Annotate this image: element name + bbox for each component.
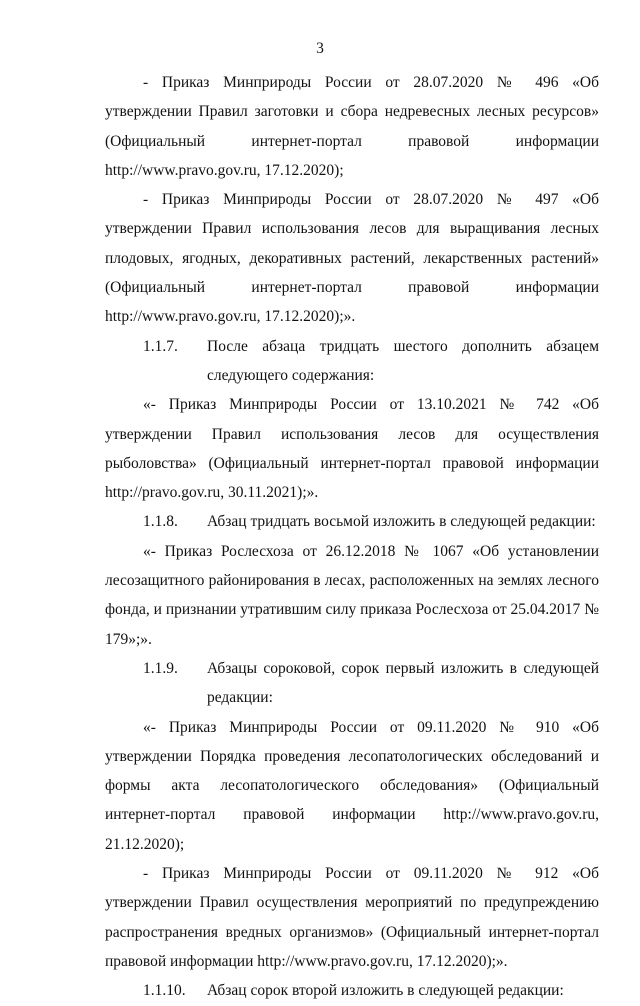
paragraph-order-910: «- Приказ Минприроды России от 09.11.2020 № 910 «Об утверждении Порядка проведения лесопатологических обследований и формы акта лесопатологического обследования» (Официальный интернет-портал правовой информации http://www.pravo.gov.ru, 21.12.2020); xyxy=(105,718,599,853)
clause-1-1-7 xyxy=(105,332,599,391)
clause-number: 1.1.9. xyxy=(143,659,178,677)
paragraph-order-912: - Приказ Минприроды России от 09.11.2020 № 912 «Об утверждении Правил осуществления мероприятий по предупреждению распространения вредных организмов» (Официальный интернет-портал правовой информации http://www.pravo.gov.ru, 17.12.2020);». xyxy=(105,865,599,970)
clause-text: После абзаца тридцать шестого дополнить абзацем следующего содержания: xyxy=(207,337,599,384)
clause-1-1-9 xyxy=(105,654,599,713)
clause-text: Абзац сорок второй изложить в следующей редакции: xyxy=(207,982,564,1000)
clause-number: 1.1.7. xyxy=(143,337,178,355)
clause-1-1-8 xyxy=(105,507,599,536)
clause-1-1-10 xyxy=(105,976,599,1005)
clause-text: Абзац тридцать восьмой изложить в следующей редакции: xyxy=(207,513,596,531)
paragraph-order-497: - Приказ Минприроды России от 28.07.2020 № 497 «Об утверждении Правил использования лесов для выращивания лесных плодовых, ягодных, декоративных растений, лекарственных растений» (Официальный интернет-портал правовой информации http://www.pravo.gov.ru, 17.12.2020);». xyxy=(105,191,599,326)
page-number: 3 xyxy=(316,40,324,57)
paragraph-order-496: - Приказ Минприроды России от 28.07.2020 № 496 «Об утверждении Правил заготовки и сбора недревесных лесных ресурсов» (Официальный интернет-портал правовой информации http://www.pravo.gov.ru, 17.12.2020); xyxy=(105,74,599,179)
clause-number: 1.1.8. xyxy=(143,513,178,531)
clause-number: 1.1.10. xyxy=(143,982,186,1000)
clause-text: Абзацы сороковой, сорок первый изложить в следующей редакции: xyxy=(207,659,599,707)
paragraph-order-742: «- Приказ Минприроды России от 13.10.2021 № 742 «Об утверждении Правил использования лесов для осуществления рыболовства» (Официальный интернет-портал правовой информации http://pravo.gov.ru, 30.11.2021);». xyxy=(105,396,599,502)
document-body xyxy=(105,68,599,1006)
paragraph-order-1067: «- Приказ Рослесхоза от 26.12.2018 № 1067 «Об установлении лесозащитного районирования в лесах, расположенных на землях лесного фонда, и признании утратившим силу приказа Рослесхоза от 25.04.2017 № 179»;». xyxy=(105,542,599,648)
